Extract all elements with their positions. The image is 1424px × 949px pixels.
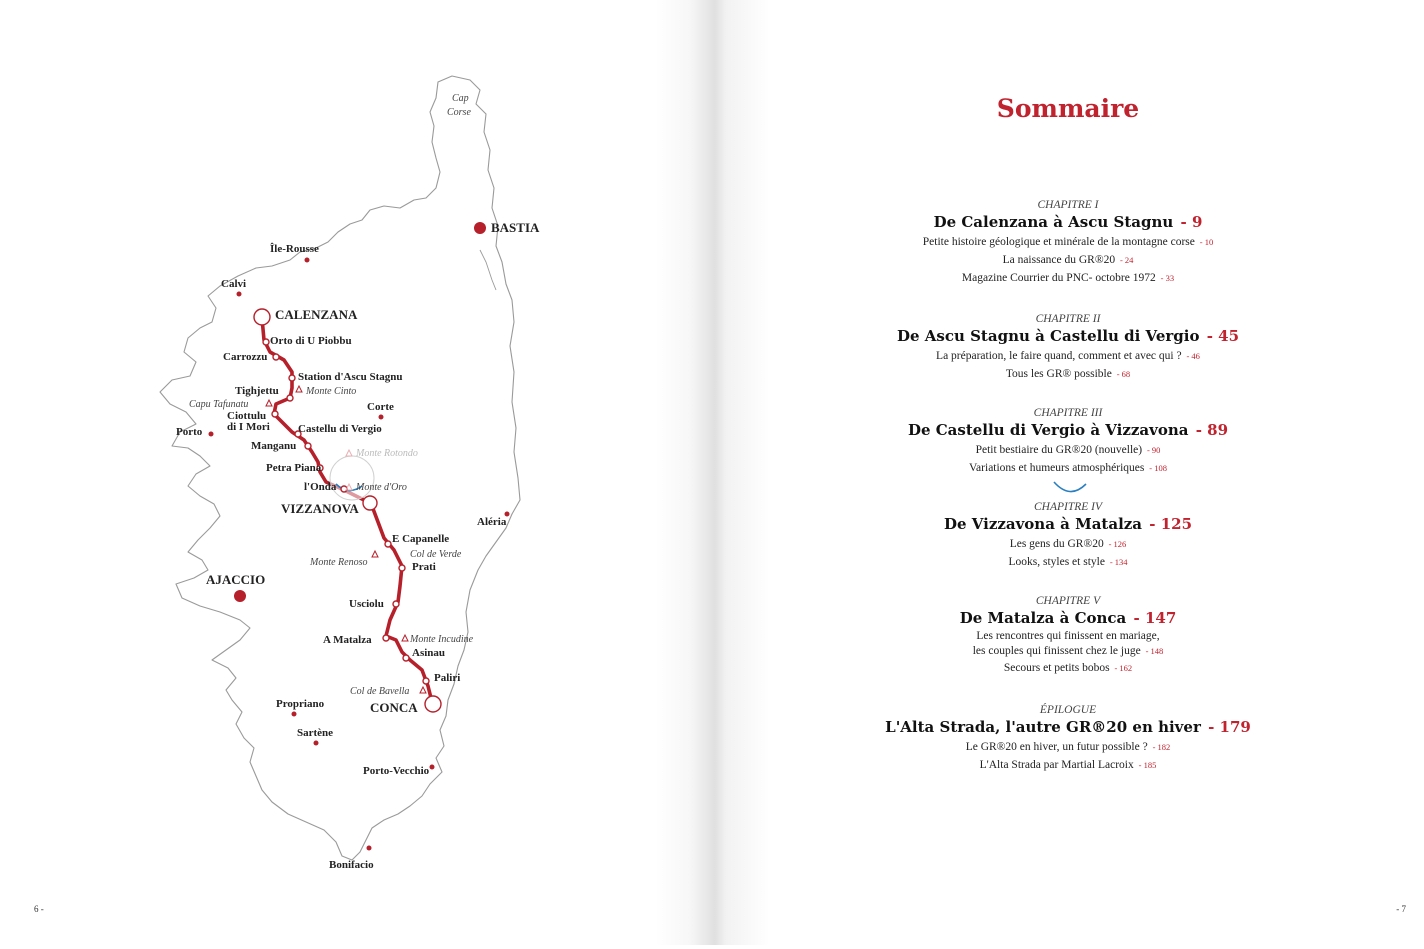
- city-label-bastia: BASTIA: [491, 220, 540, 235]
- town-label-corte: Corte: [367, 401, 394, 413]
- chapter-page-number: - 9: [1180, 213, 1203, 231]
- epilogue[interactable]: [712, 704, 1424, 774]
- right-page: [712, 0, 1424, 945]
- entry-page-number: - 24: [1119, 255, 1134, 265]
- toc-entry[interactable]: Le GR®20 en hiver, un futur possible ? - 182: [965, 741, 1171, 753]
- stop-label-prati: Prati: [412, 561, 436, 573]
- stop-label-usciolu: Usciolu: [349, 598, 384, 610]
- peak-label-col-verde: Col de Verde: [410, 549, 462, 560]
- town-label-bonifacio: Bonifacio: [329, 859, 374, 871]
- toc-entry[interactable]: Petite histoire géologique et minérale de la montagne corse - 10: [922, 236, 1214, 248]
- chapter-kicker: CHAPITRE IV: [1033, 501, 1103, 513]
- town-label-propriano: Propriano: [276, 698, 325, 710]
- entry-page-number: - 148: [1145, 646, 1164, 656]
- peak-label-incudine: Monte Incudine: [410, 634, 474, 645]
- chapter-title: De Castellu di Vergio à Vizzavona - 89: [907, 421, 1229, 439]
- chapter-page-number: - 125: [1149, 515, 1193, 533]
- left-page: [0, 0, 712, 945]
- endpoint-label-vizzanova: VIZZANOVA: [281, 501, 359, 516]
- town-label-sartene: Sartène: [297, 727, 334, 739]
- toc-entry[interactable]: La naissance du GR®20 - 24: [1002, 254, 1134, 266]
- stop-label-asinau: Asinau: [412, 647, 446, 659]
- stop-label-ciottulu-1: Ciottulu: [227, 410, 267, 422]
- chapter-title: De Calenzana à Ascu Stagnu - 9: [933, 213, 1203, 231]
- entry-page-number: - 134: [1109, 557, 1128, 567]
- toc-entry[interactable]: Petit bestiaire du GR®20 (nouvelle) - 90: [975, 444, 1161, 456]
- entry-page-number: - 10: [1199, 237, 1214, 247]
- entry-page-number: - 46: [1186, 351, 1200, 361]
- entry-page-number: - 162: [1114, 663, 1133, 673]
- toc-entry[interactable]: Tous les GR® possible - 68: [1005, 368, 1131, 380]
- chapter-3[interactable]: [712, 407, 1424, 477]
- chapter-title: De Matalza à Conca - 147: [959, 609, 1177, 627]
- toc-entry[interactable]: Magazine Courrier du PNC- octobre 1972 - 33: [961, 272, 1175, 284]
- entry-page-number: - 33: [1160, 273, 1175, 283]
- chapter-title: L'Alta Strada, l'autre GR®20 en hiver - 179: [885, 718, 1251, 736]
- peak-label-oro: Monte d'Oro: [356, 482, 407, 493]
- bastia-lagoon: [480, 250, 496, 290]
- chapter-1[interactable]: [712, 199, 1424, 287]
- town-label-ile-rousse: Île-Rousse: [270, 243, 319, 255]
- town-label-calvi: Calvi: [221, 278, 247, 290]
- chapter-5[interactable]: [712, 595, 1424, 677]
- chapter-kicker: CHAPITRE II: [1035, 313, 1101, 325]
- stop-label-petra-piana: Petra Piana: [266, 462, 322, 474]
- chapter-page-number: - 45: [1206, 327, 1240, 345]
- chapter-title: De Vizzavona à Matalza - 125: [943, 515, 1193, 533]
- chapter-kicker: CHAPITRE V: [1035, 595, 1101, 607]
- entry-page-number: - 68: [1116, 369, 1131, 379]
- stop-label-castellu: Castellu di Vergio: [298, 423, 382, 435]
- entry-page-number: - 90: [1146, 445, 1161, 455]
- peak-label-renoso: Monte Renoso: [310, 557, 368, 568]
- corsica-map: [0, 0, 712, 945]
- peak-label-bavella: Col de Bavella: [350, 686, 410, 697]
- endpoint-label-calenzana: CALENZANA: [275, 307, 358, 322]
- stop-label-capanelle: E Capanelle: [392, 533, 450, 545]
- endpoint-label-conca: CONCA: [370, 700, 418, 715]
- chapter-page-number: - 147: [1133, 609, 1177, 627]
- toc-entry[interactable]: L'Alta Strada par Martial Lacroix - 185: [979, 759, 1157, 771]
- peak-label-tafunatu: Capu Tafunatu: [189, 399, 249, 410]
- entry-page-number: - 182: [1152, 742, 1171, 752]
- peak-label-cinto: Monte Cinto: [306, 386, 357, 397]
- page-number-left: 6 -: [34, 904, 44, 914]
- chapter-kicker: ÉPILOGUE: [1039, 704, 1097, 716]
- toc-entry[interactable]: Secours et petits bobos - 162: [1003, 662, 1133, 674]
- stop-label-paliri: Paliri: [434, 672, 461, 684]
- entry-page-number: - 108: [1149, 463, 1167, 473]
- chapter-page-number: - 89: [1195, 421, 1229, 439]
- chapter-kicker: CHAPITRE III: [1033, 407, 1103, 419]
- page-number-right: - 7: [1396, 904, 1406, 914]
- town-label-porto-vecchio: Porto-Vecchio: [363, 765, 430, 777]
- chapter-title: De Ascu Stagnu à Castellu di Vergio - 45: [896, 327, 1240, 345]
- stop-label-manganu: Manganu: [251, 440, 297, 452]
- peak-label-rotondo: Monte Rotondo: [356, 448, 418, 459]
- town-label-porto: Porto: [176, 426, 203, 438]
- toc-entry[interactable]: Looks, styles et style - 134: [1008, 556, 1128, 568]
- chapter-2[interactable]: [712, 313, 1424, 383]
- chapter-kicker: CHAPITRE I: [1037, 199, 1099, 211]
- town-label-cap-corse-1: Cap: [452, 93, 469, 104]
- town-label-aleria: Aléria: [477, 516, 507, 528]
- city-label-ajaccio: AJACCIO: [206, 572, 266, 587]
- stop-label-onda: l'Onda: [304, 481, 337, 493]
- stop-label-carrozzu: Carrozzu: [223, 351, 268, 363]
- toc-entry[interactable]: Les rencontres qui finissent en mariage, les couples qui finissent chez le juge - 148: [972, 630, 1164, 657]
- entry-page-number: - 126: [1108, 539, 1127, 549]
- entry-page-number: - 185: [1138, 760, 1157, 770]
- stop-label-tighjettu: Tighjettu: [235, 385, 279, 397]
- loading-spinner-icon: [1050, 478, 1094, 498]
- table-of-contents: [712, 0, 1424, 945]
- cursor-ring: [330, 456, 374, 500]
- toc-entry[interactable]: Les gens du GR®20 - 126: [1009, 538, 1127, 550]
- stop-label-orto: Orto di U Piobbu: [270, 335, 352, 347]
- toc-entry[interactable]: La préparation, le faire quand, comment et avec qui ? - 46: [936, 350, 1200, 362]
- town-label-cap-corse-2: Corse: [447, 107, 471, 118]
- stop-label-matalza: A Matalza: [323, 634, 372, 646]
- toc-title: Sommaire: [996, 94, 1140, 123]
- chapter-4[interactable]: [712, 501, 1424, 571]
- stop-label-ciottulu-2: di I Mori: [227, 421, 270, 433]
- toc-entry[interactable]: Variations et humeurs atmosphériques - 108: [969, 462, 1167, 474]
- stop-label-ascu: Station d'Ascu Stagnu: [298, 371, 403, 383]
- chapter-page-number: - 179: [1208, 718, 1251, 736]
